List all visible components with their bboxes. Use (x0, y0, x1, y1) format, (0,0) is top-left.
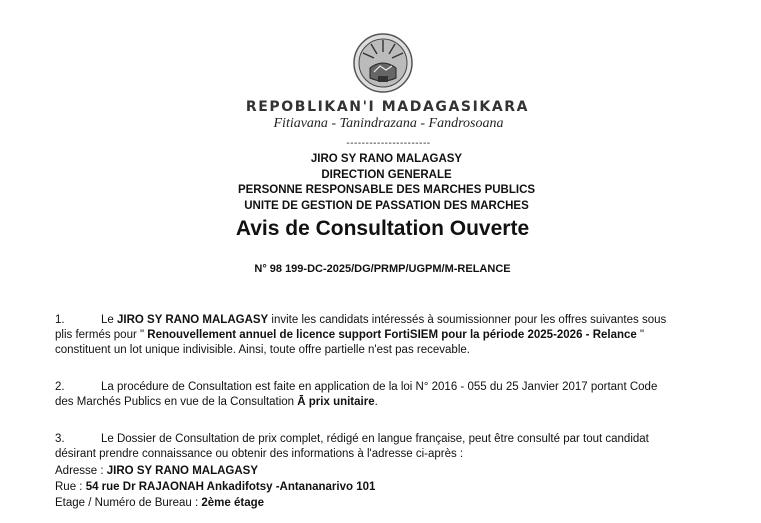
floor-line (55, 495, 695, 511)
paragraph-bold: Renouvellement annuel de licence support FortiSIEM pour la période 2025-2026 - Relance (147, 329, 637, 341)
paragraph-text: Le Dossier de Consultation de prix complet, rédigé en langue française, peut être consulté par tout candidat (101, 433, 649, 445)
paragraph-text: La procédure de Consultation est faite en application de la loi N° 2016 - 055 du 25 Janvier 2017 portant Code (101, 381, 658, 393)
paragraph-text: Le (101, 314, 117, 326)
street-line (55, 479, 695, 495)
republic-name: REPOBLIKAN'I MADAGASIKARA (245, 99, 530, 115)
organization-line: UNITE DE GESTION DE PASSATION DES MARCHES (244, 199, 529, 212)
address-value: JIRO SY RANO MALAGASY (106, 465, 259, 477)
paragraph-text: plis fermés pour " (55, 329, 148, 341)
paragraph-number: 2. (55, 381, 65, 393)
street-label: Rue : (55, 481, 86, 493)
organization-line: DIRECTION GENERALE (321, 168, 452, 181)
paragraph-text: constituent un lot unique indivisible. Ainsi, toute offre partielle n'est pas recevable. (55, 344, 470, 356)
paragraph-bold: JIRO SY RANO MALAGASY (117, 314, 269, 326)
paragraph-text: invite les candidats intéressés à soumissionner pour les offres suivantes sous (268, 314, 667, 326)
paragraph-number: 3. (55, 433, 65, 445)
paragraph-number: 1. (55, 314, 65, 326)
madagascar-coat-of-arms-icon (352, 32, 414, 94)
paragraph-text: des Marchés Publics en vue de la Consultation (55, 396, 298, 408)
header-divider: ---------------------- (346, 138, 431, 149)
document-title: Avis de Consultation Ouverte (235, 217, 530, 240)
address-line (55, 463, 695, 479)
document-reference: N° 98 199-DC-2025/DG/PRMP/UGPM/M-RELANCE (254, 263, 511, 275)
floor-label: Etage / Numéro de Bureau : (55, 497, 202, 509)
republic-motto: Fitiavana - Tanindrazana - Fandrosoana (273, 116, 504, 131)
organization-line: PERSONNE RESPONSABLE DES MARCHES PUBLICS (237, 184, 536, 196)
paragraph-text: . (374, 396, 378, 408)
address-label: Adresse : (55, 465, 107, 477)
floor-value: 2ème étage (201, 497, 265, 509)
street-value: 54 rue Dr RAJAONAH Ankadifotsy -Antananarivo 101 (85, 481, 376, 493)
paragraph-2 (55, 380, 695, 410)
address-block (55, 463, 695, 511)
paragraph-text: désirant prendre connaissance ou obtenir des informations à l'adresse ci-après : (55, 448, 464, 460)
organization-line: JIRO SY RANO MALAGASY (310, 153, 463, 165)
organization-block (0, 152, 761, 214)
paragraph-1 (55, 313, 695, 358)
paragraph-text: " (636, 329, 645, 341)
paragraph-3 (55, 432, 695, 462)
paragraph-bold: Ā prix unitaire (297, 396, 375, 408)
